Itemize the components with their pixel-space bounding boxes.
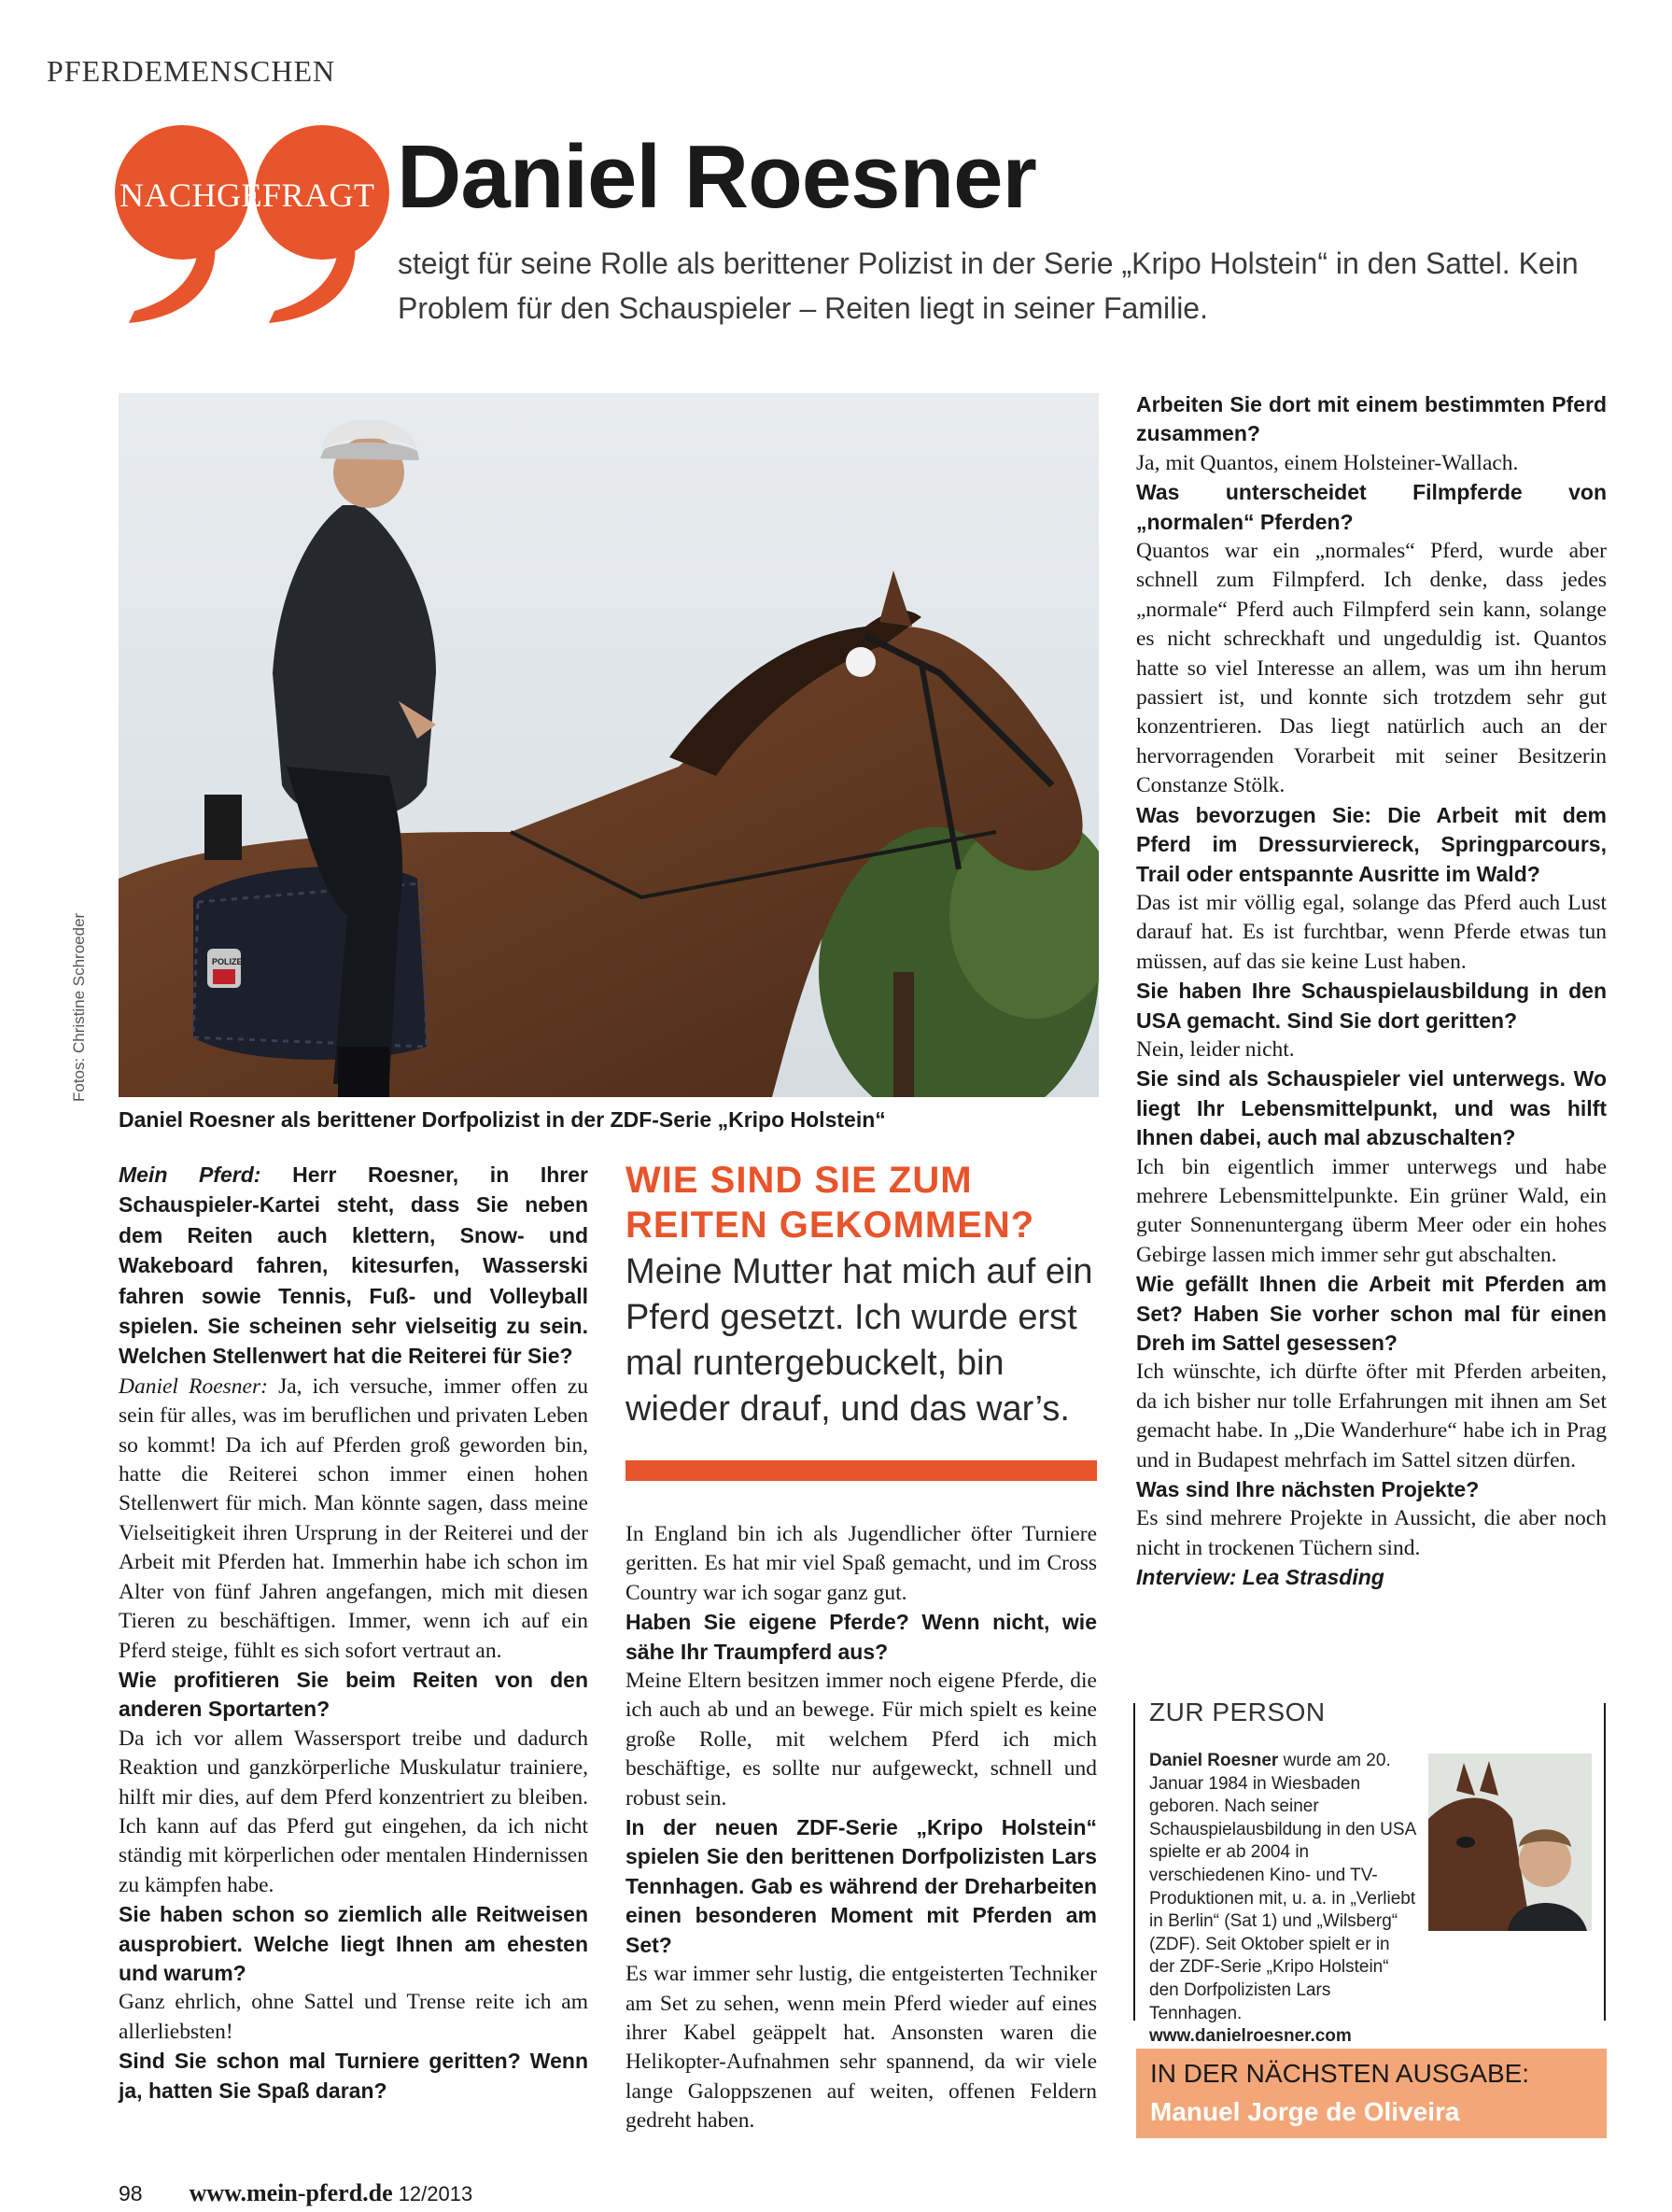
accent-rule [625, 1460, 1097, 1481]
issue-number: 12/2013 [398, 2182, 473, 2205]
question-5: Haben Sie eigene Pferde? Wenn nicht, wie sähe Ihr Traumpferd aus? [625, 1610, 1097, 1664]
question-4: Sind Sie schon mal Turniere geritten? Wenn ja, hatten Sie Spaß daran? [119, 2049, 588, 2103]
question-6: In der neuen ZDF-Serie „Kripo Holstein“ spielen Sie den berittenen Dorfpolizisten Lars Tennhagen. Gab es während der Dreharbeiten einen besonderen Moment mit Pferden am Set? [625, 1815, 1097, 1957]
question-12: Wie gefällt Ihnen die Arbeit mit Pferden am Set? Haben Sie vorher schon mal für einen Dreh im Sattel gesessen? [1136, 1272, 1607, 1355]
answer-2: Da ich vor allem Wassersport treibe und dadurch Reaktion und ganzkörperliche Muskulatur trainiere, hilft mir dies, auf dem Pferd konzentriert zu bleiben. Ich kann auf das Pferd gut eingehen, da ich nicht ständig mit körperlichen oder mentalen Hindernissen zu kämpfen habe. [119, 1726, 588, 1897]
article-deck: steigt für seine Rolle als berittener Polizist in der Serie „Kripo Holstein“ in den Sattel. Kein Problem für den Schauspieler – Reiten liegt in seiner Familie. [398, 247, 1579, 325]
answer-7: Ja, mit Quantos, einem Holsteiner-Wallach. [1136, 450, 1519, 475]
person-box-border-right [1604, 1703, 1606, 2021]
answer-8: Quantos war ein „normales“ Pferd, wurde aber schnell zum Filmpferd. Ich denke, dass jedes „normale“ Pferd auch Filmpferd sein kann, solange es nicht schreckhaft und ungeduldig ist. Quantos hatte so viel Interesse an allem, was um ihn herum passiert ist, und konnte sich trotzdem sehr gut konzentrieren. Das liegt natürlich auch an der hervorragenden Vorarbeit mit seiner Besitzerin Constanze Stölk. [1136, 539, 1607, 798]
answer-13: Es sind mehrere Projekte in Aussicht, die aber noch nicht in trockenen Tüchern sind. [1136, 1506, 1607, 1560]
person-box-heading: ZUR PERSON [1149, 1698, 1326, 1726]
question-13: Was sind Ihre nächsten Projekte? [1136, 1477, 1480, 1502]
person-box-text [1149, 1750, 1420, 2049]
question-3: Sie haben schon so ziemlich alle Reitweisen ausprobiert. Welche liegt Ihnen am ehesten und warum? [119, 1902, 588, 1985]
answer-10: Nein, leider nicht. [1136, 1036, 1295, 1062]
text-column-1 [119, 1161, 588, 2106]
interview-badge: NACHGEFRAGT [119, 176, 375, 214]
question-11: Sie sind als Schauspieler viel unterwegs. Wo liegt Ihr Lebensmittelpunkt, und was hilft Ihnen dabei, auch mal abzuschalten? [1136, 1066, 1607, 1150]
rider-on-horse-photo [119, 393, 1099, 1097]
question-8: Was unterscheidet Filmpferde von „normalen“ Pferden? [1136, 480, 1607, 534]
quote-mark-icon [112, 110, 392, 325]
person-website-link[interactable]: www.danielroesner.com [1149, 2026, 1352, 2047]
answer-12: Ich wünschte, ich dürfte öfter mit Pferden arbeiten, da ich bisher nur tolle Erfahrungen mit ihnen am Set gemacht habe. In „Die Wanderhure“ habe ich in Prag und in Budapest mehrfach im Sattel sitzen dürfen. [1136, 1360, 1607, 1472]
interviewee-label: Daniel Roesner: [119, 1374, 268, 1399]
next-issue-label: IN DER NÄCHSTEN AUSGABE: [1150, 2059, 1530, 2088]
photo-caption: Daniel Roesner als berittener Dorfpolizist in der ZDF-Serie „Kripo Holstein“ [119, 1107, 886, 1132]
answer-11: Ich bin eigentlich immer unterwegs und habe mehrere Lebensmittelpunkte. Ein grüner Wald, ein guter Sonnenuntergang überm Meer oder ein hohes Gebirge lassen mich immer sehr gut abschalten. [1136, 1154, 1607, 1267]
text-column-2 [625, 1520, 1097, 2136]
person-bio: wurde am 20. Januar 1984 in Wiesbaden geboren. Nach seiner Schauspielausbildung in den USA spielte er ab 2004 in verschiedenen Kino- und TV-Produktionen mit, u. a. in „Verliebt in Berlin“ (Sat 1) und „Wilsberg“ (ZDF). Seit Oktober spielt er in der ZDF-Serie „Kripo Holstein“ den Dorfpolizisten Lars Tennhagen. [1149, 1751, 1416, 2023]
answer-4: In England bin ich als Jugendlicher öfter Turniere geritten. Es hat mir viel Spaß gemacht, und im Cross Country war ich sogar ganz gut. [625, 1522, 1097, 1605]
answer-6: Es war immer sehr lustig, die entgeisterten Techniker am Set zu sehen, wenn mein Pferd wieder auf eines ihrer Kabel geäppelt hat. Ansonsten waren die Helikopter-Aufnahmen sehr spannend, da wir viele lange Galoppszenen auf weiten, offenen Feldern gedreht haben. [625, 1962, 1097, 2134]
pull-quote-body: Meine Mutter hat mich auf ein Pferd gesetzt. Ich wurde erst mal runtergebuckelt, bin wieder drauf, und das war’s. [625, 1252, 1093, 1429]
photo-credit: Fotos: Christine Schroeder [70, 912, 88, 1102]
saddle-badge-text: POLIZEI [212, 957, 246, 966]
question-10: Sie haben Ihre Schauspielausbildung in den USA gemacht. Sind Sie dort geritten? [1136, 979, 1607, 1033]
page-footer [119, 2179, 472, 2207]
text-column-3 [1136, 390, 1607, 1593]
section-rubric: PFERDEMENSCHEN [47, 54, 336, 88]
article-title: Daniel Roesner [397, 127, 1036, 227]
question-1: Herr Roesner, in Ihrer Schauspieler-Kartei steht, dass Sie neben dem Reiten auch klettern, Snow- und Wakeboard fahren, kitesurfen, Wasserski fahren sowie Tennis, Fuß- und Volleyball spielen. Sie scheinen sehr vielseitig zu sein. Welchen Stellenwert hat die Reiterei für Sie? [119, 1162, 588, 1369]
magazine-url[interactable]: www.mein-pferd.de [189, 2179, 393, 2206]
question-7: Arbeiten Sie dort mit einem bestimmten Pferd zusammen? [1136, 392, 1607, 446]
person-box-border-left [1133, 1703, 1135, 2021]
interview-credit: Interview: Lea Strasding [1136, 1565, 1384, 1590]
answer-1 [119, 1373, 588, 1666]
portrait-with-horse-photo [1428, 1754, 1592, 1931]
page-number: 98 [119, 2181, 143, 2205]
pull-quote-heading: WIE SIND SIE ZUM REITEN GEKOMMEN? [625, 1160, 1035, 1246]
question-2: Wie profitieren Sie beim Reiten von den anderen Sportarten? [119, 1667, 588, 1722]
answer-9: Das ist mir völlig egal, solange das Pferd auch Lust darauf hat. Es ist furchtbar, wenn Pferde etwas tun müssen, auf das sie keine Lust haben. [1136, 890, 1607, 974]
answer-1-text: Ja, ich versuche, immer offen zu sein für alles, was im beruflichen und privaten Leben so kommt! Da ich auf Pferden groß geworden bin, hatte die Reiterei schon immer einen hohen Stellenwert für mich. Man könnte sagen, dass meine Vielseitigkeit ihren Ursprung in der Reiterei und der Arbeit mit Pferden hat. Immerhin habe ich schon im Alter von fünf Jahren angefangen, mich mit diesen Tieren zu beschäftigen. Immer, wenn ich auf ein Pferd steige, fühlt es sich sofort vertraut an. [119, 1374, 588, 1663]
interviewer-label: Mein Pferd: [119, 1162, 261, 1187]
next-issue-name: Manuel Jorge de Oliveira [1150, 2097, 1460, 2126]
answer-3: Ganz ehrlich, ohne Sattel und Trense reite ich am allerliebsten! [119, 1990, 588, 2044]
question-9: Was bevorzugen Sie: Die Arbeit mit dem Pferd im Dressurviereck, Springparcours, Trail oder entspannte Ausritte im Wald? [1136, 802, 1607, 886]
answer-5: Meine Eltern besitzen immer noch eigene Pferde, die ich auch ab und an bewege. Für mich spielt es keine große Rolle, mit welchem Pferd ich mich beschäftige, es sollte nur aufgeweckt, schnell und robust sein. [625, 1669, 1097, 1810]
person-name: Daniel Roesner [1149, 1751, 1279, 1770]
interview-intro [119, 1161, 588, 1373]
